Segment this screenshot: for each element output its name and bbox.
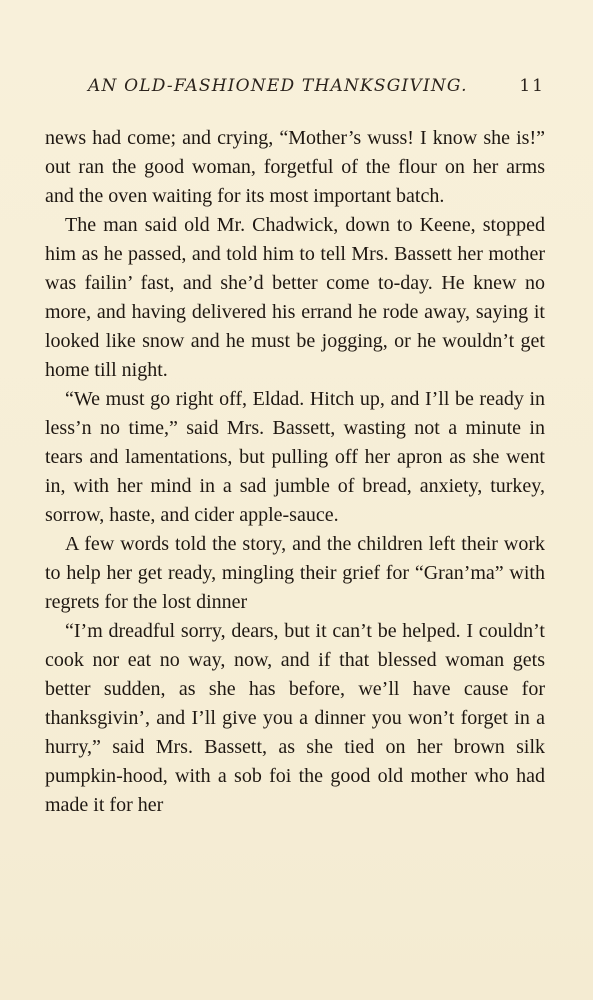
body-text [45, 124, 545, 820]
paragraph-4: A few words told the story, and the children left their work to help her get ready, mingling their grief for “Gran’ma” with regrets for the lost dinner [45, 533, 545, 613]
paragraph-2: The man said old Mr. Chadwick, down to Keene, stopped him as he passed, and told him to tell Mrs. Bassett her mother was failin’ fast, and she’d better come to-day. He knew no more, and having delivered his errand he rode away, saying it looked like snow and he must be jogging, or he wouldn’t get home till night. [45, 214, 545, 381]
page-number: 11 [519, 76, 545, 96]
paragraph-1: news had come; and crying, “Mother’s wuss! I know she is!” out ran the good woman, forgetful of the flour on her arms and the oven waiting for its most important batch. [45, 127, 545, 207]
paragraph-5: “I’m dreadful sorry, dears, but it can’t be helped. I couldn’t cook nor eat no way, now, and if that blessed woman gets better sudden, as she has before, we’ll have cause for thanksgivin’, and I’ll give you a dinner you won’t forget in a hurry,” said Mrs. Bassett, as she tied on her brown silk pumpkin-hood, with a sob foi the good old mother who had made it for her [45, 620, 545, 816]
paragraph-3: “We must go right off, Eldad. Hitch up, and I’ll be ready in less’n no time,” said Mrs. Bassett, wasting not a minute in tears and lamentations, but pulling off her apron as she went in, with her mind in a sad jumble of bread, anxiety, turkey, sorrow, haste, and cider apple-sauce. [45, 388, 545, 526]
running-head [45, 76, 545, 102]
running-title: AN OLD-FASHIONED THANKSGIVING. [88, 76, 468, 96]
